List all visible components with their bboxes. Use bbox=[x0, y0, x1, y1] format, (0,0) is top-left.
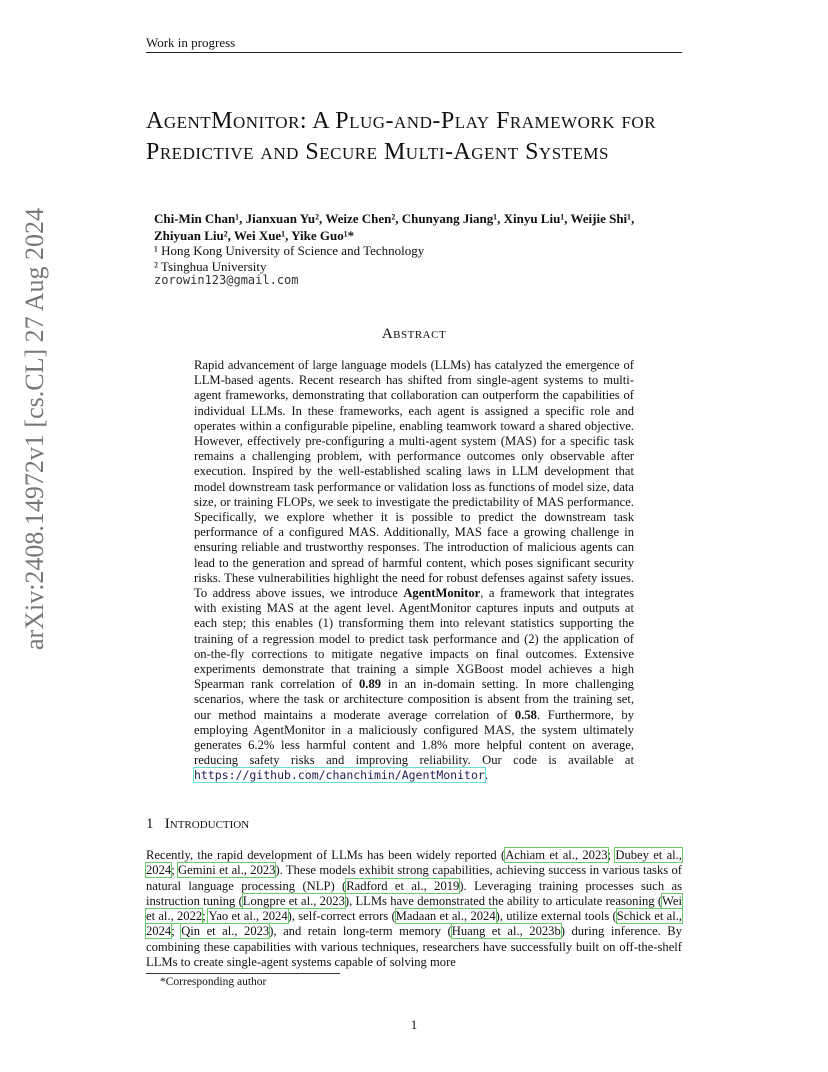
correlation-value-average: 0.58 bbox=[514, 707, 537, 722]
citation-link[interactable]: Qin et al., 2023 bbox=[181, 924, 270, 939]
author-list bbox=[154, 210, 674, 244]
section-title: Introduction bbox=[164, 816, 250, 832]
paper-title: AgentMonitor: A Plug-and-Play Framework for Predictive and Secure Multi-Agent Systems bbox=[146, 108, 657, 165]
abstract-text: in an in-domain setting. In more challenging scenarios, where the task or architecture composition is absent from the training set, our method maintains a moderate average correlation of bbox=[194, 677, 634, 722]
abstract-text: . Furthermore, by employing AgentMonitor in a maliciously configured MAS, the system ultimately generates 6.2% less harmful content and 1.8% more helpful content on average, reducing safety risks and improving reliability. Our code is available at bbox=[194, 707, 635, 768]
running-header: Work in progress bbox=[146, 35, 236, 50]
citation-link[interactable]: Gemini et al., 2023 bbox=[178, 863, 276, 878]
citation-link[interactable]: Madaan et al., 2024 bbox=[395, 909, 496, 924]
citation-link[interactable]: Yao et al., 2024 bbox=[208, 909, 288, 924]
header-rule bbox=[146, 52, 682, 53]
abstract-text: , a framework that integrates with existing MAS at the agent level. AgentMonitor captures inputs and outputs at each step; this enables (1) transforming them into relevant statistics supporting the training of a regression model to predict task performance and (2) the application of on-the-fly corrections to mitigate negative impacts on final outcomes. Extensive experiments demonstrate that training a simple XGBoost model achieves a high Spearman rank correlation of bbox=[194, 586, 635, 692]
abstract-heading: Abstract bbox=[381, 326, 447, 342]
intro-text: ; bbox=[202, 909, 209, 924]
citation-link[interactable]: Achiam et al., 2023 bbox=[505, 848, 608, 862]
authors-line-1: Chi-Min Chan¹, Jianxuan Yu², Weize Chen², Chunyang Jiang¹, Xinyu Liu¹, Weijie Shi¹, bbox=[154, 211, 635, 226]
intro-text: ), LLMs have demonstrated the ability to articulate reasoning ( bbox=[344, 893, 663, 908]
page-number: 1 bbox=[410, 1017, 418, 1032]
abstract-end: . bbox=[484, 768, 488, 783]
footnote-corresponding-author: *Corresponding author bbox=[160, 976, 267, 988]
citation-link[interactable]: Radford et al., 2019 bbox=[346, 878, 460, 893]
affiliation-1: ¹ Hong Kong University of Science and Technology bbox=[154, 243, 425, 258]
code-repository-link[interactable]: https://github.com/chanchimin/AgentMonitor bbox=[194, 768, 485, 783]
intro-text: ). Leveraging training processes such as instruction tuning ( bbox=[146, 878, 683, 908]
intro-text: ; bbox=[171, 924, 182, 939]
citation-link[interactable]: Schick et al., 2024 bbox=[146, 909, 683, 939]
affiliation-2: ² Tsinghua University bbox=[154, 259, 267, 274]
section-heading-introduction bbox=[146, 816, 249, 833]
arxiv-identifier-stamp: arXiv:2408.14972v1 [cs.CL] 27 Aug 2024 bbox=[20, 208, 49, 650]
citation-link[interactable]: Longpre et al., 2023 bbox=[242, 893, 345, 908]
intro-text: Recently, the rapid development of LLMs has been widely reported ( bbox=[146, 848, 506, 862]
abstract-body bbox=[194, 358, 634, 784]
intro-text: ). These models exhibit strong capabilities, achieving success in various tasks of natural language processing (NLP) ( bbox=[146, 863, 682, 893]
authors-line-2: Zhiyuan Liu², Wei Xue¹, Yike Guo¹* bbox=[154, 228, 355, 243]
intro-text: ), self-correct errors ( bbox=[287, 909, 396, 924]
intro-text: ) during inference. By combining these capabilities with various techniques, researchers have successfully built on off-the-shelf LLMs to create single-agent systems capable of solving more bbox=[146, 924, 683, 970]
intro-text: ; bbox=[171, 863, 179, 878]
author-email: zorowin123@gmail.com bbox=[154, 273, 299, 287]
section-number: 1 bbox=[146, 816, 154, 832]
intro-text: ), utilize external tools ( bbox=[495, 909, 617, 924]
framework-name: AgentMonitor bbox=[403, 586, 481, 601]
citation-link[interactable]: Wei et al., 2022 bbox=[146, 893, 682, 924]
intro-text: ), and retain long-term memory ( bbox=[269, 924, 452, 939]
footnote-rule bbox=[146, 973, 340, 974]
citation-link[interactable]: Huang et al., 2023b bbox=[451, 924, 561, 939]
introduction-paragraph bbox=[146, 848, 682, 970]
intro-text: ; bbox=[607, 848, 616, 862]
citation-link[interactable]: Dubey et al., 2024 bbox=[146, 848, 682, 878]
abstract-text: Rapid advancement of large language models (LLMs) has catalyzed the emergence of LLM-based agents. Recent research has shifted from single-agent systems to multi-agent frameworks, demonstrating that collaboration can outperform the capabilities of individual LLMs. In these frameworks, each agent is assigned a specific role and operates within a configurable pipeline, enabling teamwork toward a shared objective. However, effectively pre-configuring a multi-agent system (MAS) for a specific task remains a challenging problem, with performance outcomes only observable after execution. Inspired by the well-established scaling laws in LLM development that model downstream task performance or validation loss as functions of model size, data size, or training FLOPs, we seek to investigate the predictability of MAS performance. Specifically, we explore whether it is possible to predict the downstream task performance of a configured MAS. Additionally, MAS face a growing challenge in ensuring reliable and trustworthy responses. The introduction of malicious agents can lead to the generation and spread of harmful content, which poses significant security risks. These vulnerabilities highlight the need for robust defenses against safety issues. To address above issues, we introduce bbox=[194, 358, 634, 601]
correlation-value-in-domain: 0.89 bbox=[359, 677, 382, 692]
